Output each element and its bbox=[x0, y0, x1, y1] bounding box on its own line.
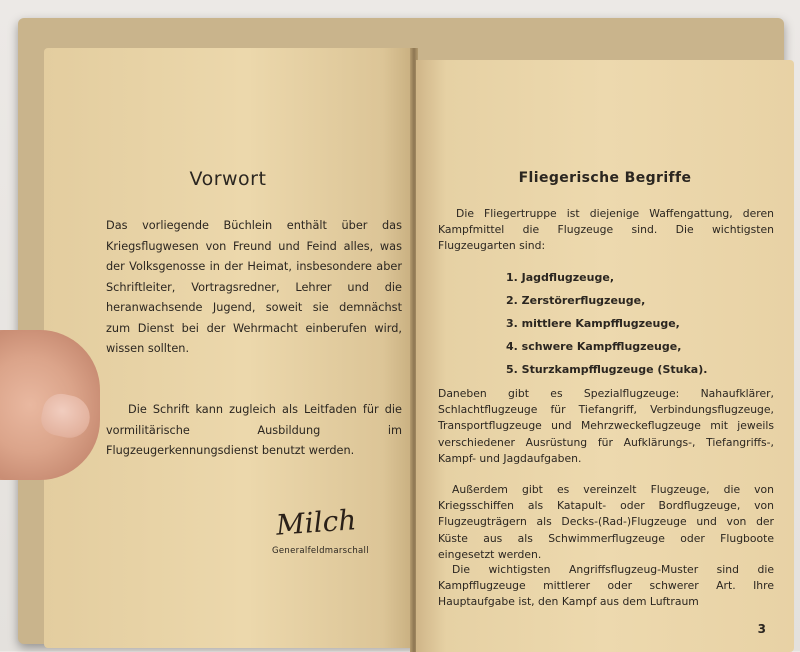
paragraph-attack-aircraft: Die wichtigsten Angriffsflugzeug-Muster sind die Kampfflugzeuge mittlerer oder schwerer Art. Ihre Hauptaufgabe ist, den Kampf aus dem Luftraum bbox=[438, 563, 774, 609]
aircraft-type-list bbox=[506, 266, 707, 381]
list-item: 3. mittlere Kampfflugzeuge, bbox=[506, 317, 680, 330]
right-page bbox=[416, 60, 794, 652]
foreword-title: Vorwort bbox=[189, 168, 267, 190]
foreword-paragraph-2: Die Schrift kann zugleich als Leitfaden für die vormilitärische Ausbildung im Flugzeugerkennungsdienst benutzt werden. bbox=[106, 403, 402, 457]
list-item: 2. Zerstörerflugzeuge, bbox=[506, 294, 646, 307]
intro-paragraph: Die Fliegertruppe ist diejenige Waffengattung, deren Kampfmittel die Flugzeuge sind. Die wichtigsten Flugzeugarten sind: bbox=[438, 207, 774, 253]
section-title: Fliegerische Begriffe bbox=[518, 170, 692, 186]
handwritten-signature: Milch bbox=[274, 503, 358, 542]
list-item: 5. Sturzkampfflugzeuge (Stuka). bbox=[506, 363, 708, 376]
signature-label: Generalfeldmarschall bbox=[272, 546, 369, 556]
list-item: 4. schwere Kampfflugzeuge, bbox=[506, 340, 682, 353]
left-page bbox=[44, 48, 412, 648]
page-number: 3 bbox=[757, 622, 766, 636]
open-booklet bbox=[18, 18, 784, 644]
paragraph-special-aircraft: Daneben gibt es Spezialflugzeuge: Nahaufklärer, Schlachtflugzeuge für Tiefangriff, Verbindungsflugzeuge, Transportflugzeuge und Mehrzweckeflugzeuge mit jeweils verschiedener Ausrüstung für Aufklärungs-, Tiefangriffs-, Kampf- und Jagdaufgaben. bbox=[438, 387, 774, 465]
paragraph-ship-aircraft: Außerdem gibt es vereinzelt Flugzeuge, die von Kriegsschiffen als Katapult- oder Bordflugzeuge, von Flugzeugträgern als Decks-(Rad-)Flugzeuge und von der Küste aus als Schwimmerflugzeuge oder Flugboote eingesetzt werden. bbox=[438, 483, 774, 561]
list-item: 1. Jagdflugzeuge, bbox=[506, 271, 614, 284]
foreword-paragraph-1: Das vorliegende Büchlein enthält über das Kriegsflugwesen von Freund und Feind alles, was der Volksgenosse in der Heimat, insbesondere aber Schriftleiter, Vortragsredner, Lehrer und die heranwachsende Jugend, soweit sie demnächst zum Dienst bei der Wehrmacht einberufen wird, wissen sollten. bbox=[106, 219, 402, 355]
